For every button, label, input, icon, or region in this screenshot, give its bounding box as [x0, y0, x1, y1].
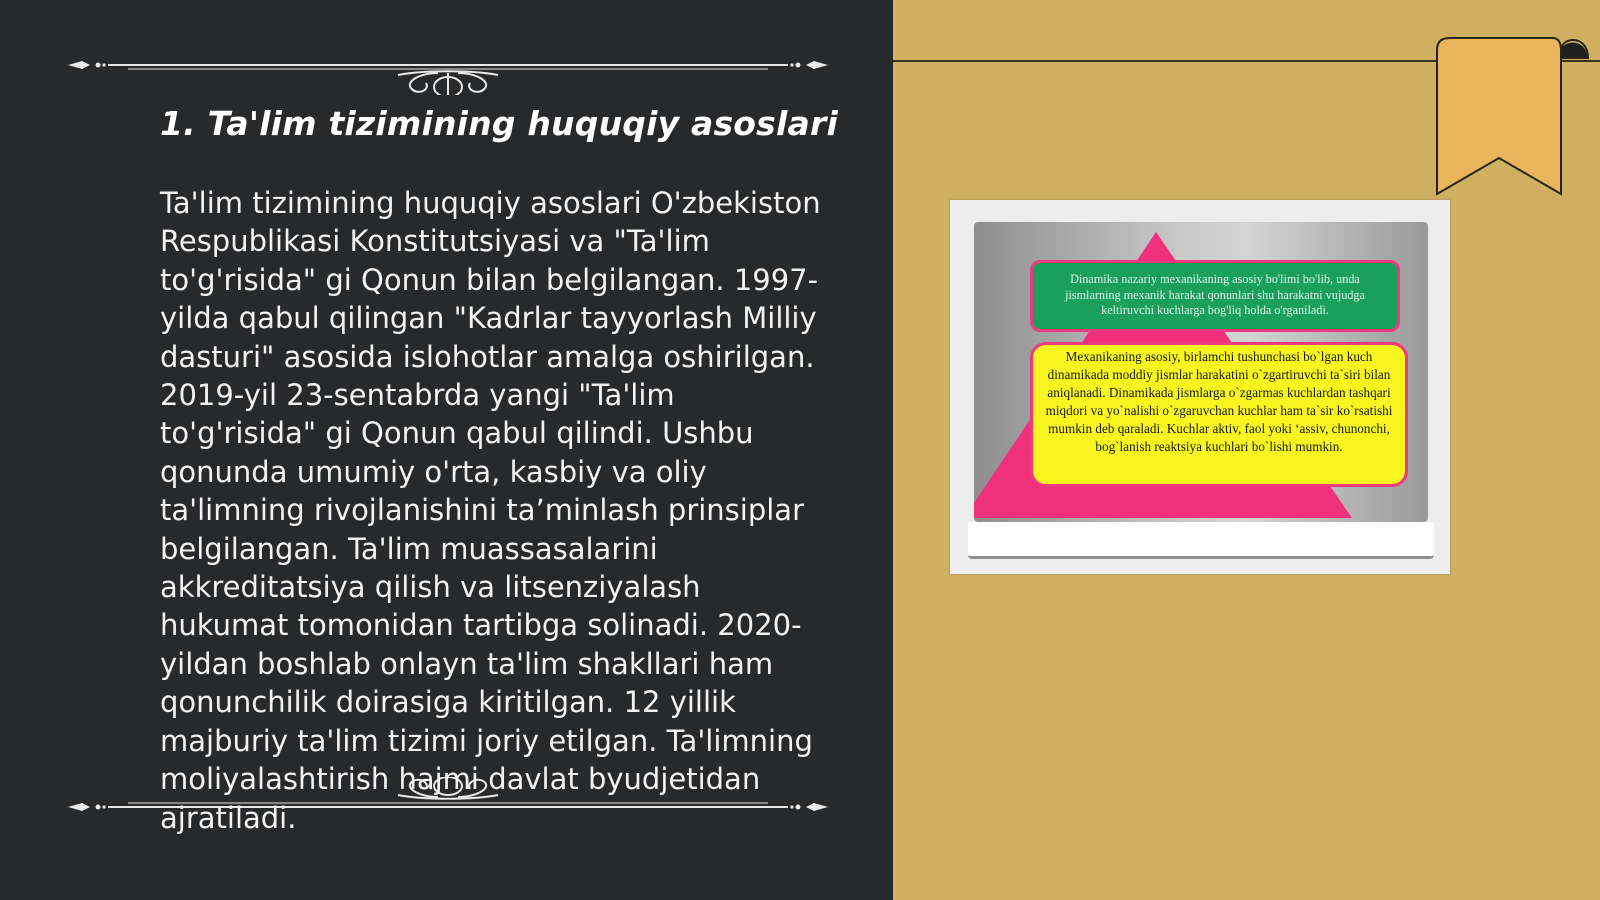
picture-footer-bar	[968, 522, 1434, 559]
top-ornament-icon	[68, 45, 828, 95]
picture-background	[974, 222, 1428, 522]
embedded-picture	[950, 200, 1450, 574]
slide-body-text: Ta'lim tizimining huquqiy asoslari O'zbekiston Respublikasi Konstitutsiyasi va "Ta'lim to'g'risida" gi Qonun bilan belgilangan. 1997-yilda qabul qilingan "Kadrlar tayyorlash Milliy dasturi" asosida islohotlar amalga oshirilgan. 2019-yil 23-sentabrda yangi "Ta'lim to'g'risida" gi Qonun qabul qilindi. Ushbu qonunda umumiy o'rta, kasbiy va oliy ta'limning rivojlanishini taʼminlash prinsiplar belgilangan. Ta'lim muassasalarini akkreditatsiya qilish va litsenziyalash hukumat tomonidan tartibga solinadi. 2020-yildan boshlab onlayn ta'lim shakllari ham qonunchilik doirasiga kiritilgan. 12 yillik majburiy ta'lim tizimi joriy etilgan. Ta'limning moliyalashtirish hajmi davlat byudjetidan ajratiladi.	[160, 186, 821, 835]
yellow-text-box: Mexanikaning asosiy, birlamchi tushunchasi bo`lgan kuch dinamikada moddiy jismlar harakatini o`zgartiruvchi ta`siri bilan aniqlanadi. Dinamikada jismlarga o`zgarmas kuchlardan tashqari miqdori va yo`nalishi o`zgaruvchan kuchlar ham ta`sir ko`rsatishi mumkin deb qaraladi. Kuchlar aktiv, faol yoki ʻassiv, chunonchi, bog`lanish reaktsiya kuchlari bo`lishi mumkin.	[1030, 342, 1408, 487]
slide-title: 1. Ta'lim tizimining huquqiy asoslari	[160, 104, 838, 143]
bookmark-ribbon-icon	[1435, 36, 1590, 201]
green-text-box: Dinamika nazariy mexanikaning asosiy bo'limi bo'lib, unda jismlarning mexanik harakat qonunlari shu harakatni vujudga keltiruvchi kuchlarga bog'liq holda o'rganiladi.	[1030, 260, 1400, 332]
